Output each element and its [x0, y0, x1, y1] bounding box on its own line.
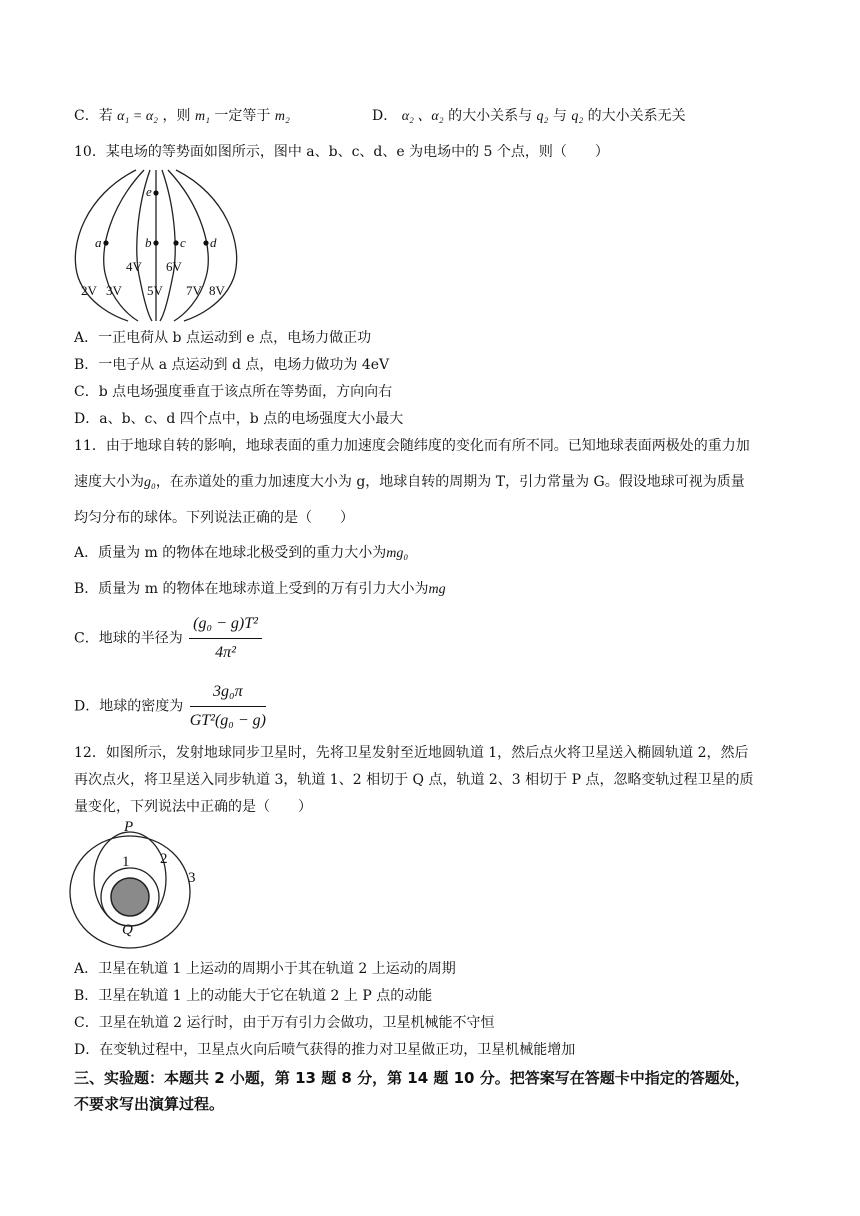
- q11-stem-line3: 均匀分布的球体。下列说法正确的是（ ）: [74, 510, 354, 526]
- label-4v: 4V: [126, 259, 142, 274]
- q10-option-b: B．一电子从 a 点运动到 d 点，电场力做功为 4eV: [74, 357, 390, 373]
- label-e: e: [146, 184, 152, 199]
- label-3v: 3V: [106, 283, 122, 298]
- earth: [111, 878, 149, 916]
- label-d: d: [210, 235, 217, 250]
- q12-option-a: A．卫星在轨道 1 上运动的周期小于其在轨道 2 上运动的周期: [74, 961, 456, 977]
- q10-stem: 10．某电场的等势面如图所示，图中 a、b、c、d、e 为电场中的 5 个点，则（ ）: [74, 144, 609, 160]
- label-6v: 6V: [166, 259, 182, 274]
- q12-stem-line3: 量变化，下列说法中正确的是（ ）: [74, 799, 312, 815]
- q11-option-b: B．质量为 m 的物体在地球赤道上受到的万有引力大小为mg: [74, 581, 446, 597]
- label-orbit-3: 3: [188, 870, 196, 886]
- equipotential-figure: [66, 165, 250, 325]
- label-orbit-2: 2: [160, 851, 168, 867]
- q12-stem-line2: 再次点火，将卫星送入同步轨道 3，轨道 1、2 相切于 Q 点，轨道 2、3 相切于 P 点，忽略变轨过程卫星的质: [74, 772, 754, 788]
- q9-option-c: C．若 α₁ = α₂ ，则 m₁ 一定等于 m₂: [74, 108, 290, 124]
- q12-option-d: D．在变轨过程中，卫星点火向后喷气获得的推力对卫星做正功，卫星机械能增加: [74, 1042, 576, 1058]
- section-3-heading-line2: 不要求写出演算过程。: [74, 1095, 225, 1113]
- q11-option-a: A．质量为 m 的物体在地球北极受到的重力大小为mg₀: [74, 545, 409, 561]
- point-b: [153, 240, 158, 245]
- q11-option-d: D．地球的密度为 $\frac{\text{3g₀π}}{\text{GT²(g₀ − g)}}$: [74, 680, 266, 733]
- label-8v: 8V: [209, 283, 225, 298]
- q10-option-d: D．a、b、c、d 四个点中，b 点的电场强度大小最大: [74, 411, 404, 427]
- label-p: P: [124, 819, 134, 835]
- q9-option-d: D． α₂ 、α₂ 的大小关系与 q₂ 与 q₂ 的大小关系无关: [372, 108, 686, 124]
- label-orbit-1: 1: [122, 854, 130, 870]
- point-a: [103, 240, 108, 245]
- point-c: [173, 240, 178, 245]
- q10-option-a: A．一正电荷从 b 点运动到 e 点，电场力做正功: [74, 330, 372, 346]
- q12-option-b: B．卫星在轨道 1 上的动能大于它在轨道 2 上 P 点的动能: [74, 988, 433, 1004]
- section-3-heading-line1: 三、实验题：本题共 2 小题，第 13 题 8 分，第 14 题 10 分。把答案写在答题卡中指定的答题处，: [74, 1069, 750, 1087]
- label-c: c: [180, 235, 186, 250]
- point-d: [203, 240, 208, 245]
- label-2v: 2V: [81, 283, 97, 298]
- label-a: a: [95, 235, 102, 250]
- q11-option-c-fraction: $\frac{\text{(g₀ − g)T²}}{\text{4π²}}$: [189, 612, 262, 665]
- q11-option-d-fraction: $\frac{\text{3g₀π}}{\text{GT²(g₀ − g)}}$: [190, 680, 266, 733]
- orbit-figure: [64, 818, 224, 956]
- q11-stem-line1: 11．由于地球自转的影响，地球表面的重力加速度会随纬度的变化而有所不同。已知地球表面两极处的重力加: [74, 438, 750, 454]
- q12-option-c: C．卫星在轨道 2 运行时，由于万有引力会做功，卫星机械能不守恒: [74, 1015, 495, 1031]
- q12-stem-line1: 12．如图所示，发射地球同步卫星时，先将卫星发射至近地圆轨道 1，然后点火将卫星送入椭圆轨道 2，然后: [74, 745, 749, 761]
- q10-option-c: C．b 点电场强度垂直于该点所在等势面，方向向右: [74, 384, 393, 400]
- label-q: Q: [122, 922, 133, 938]
- label-b: b: [145, 235, 152, 250]
- label-7v: 7V: [186, 283, 202, 298]
- q11-option-c: C．地球的半径为 $\frac{\text{(g₀ − g)T²}}{\text{4π²}}$: [74, 612, 262, 665]
- point-e: [153, 190, 158, 195]
- q11-stem-line2: 速度大小为g₀，在赤道处的重力加速度大小为 g，地球自转的周期为 T，引力常量为 G。假设地球可视为质量: [74, 474, 745, 490]
- label-5v: 5V: [147, 283, 163, 298]
- q9-option-c-condition: α₁ = α₂: [117, 109, 159, 124]
